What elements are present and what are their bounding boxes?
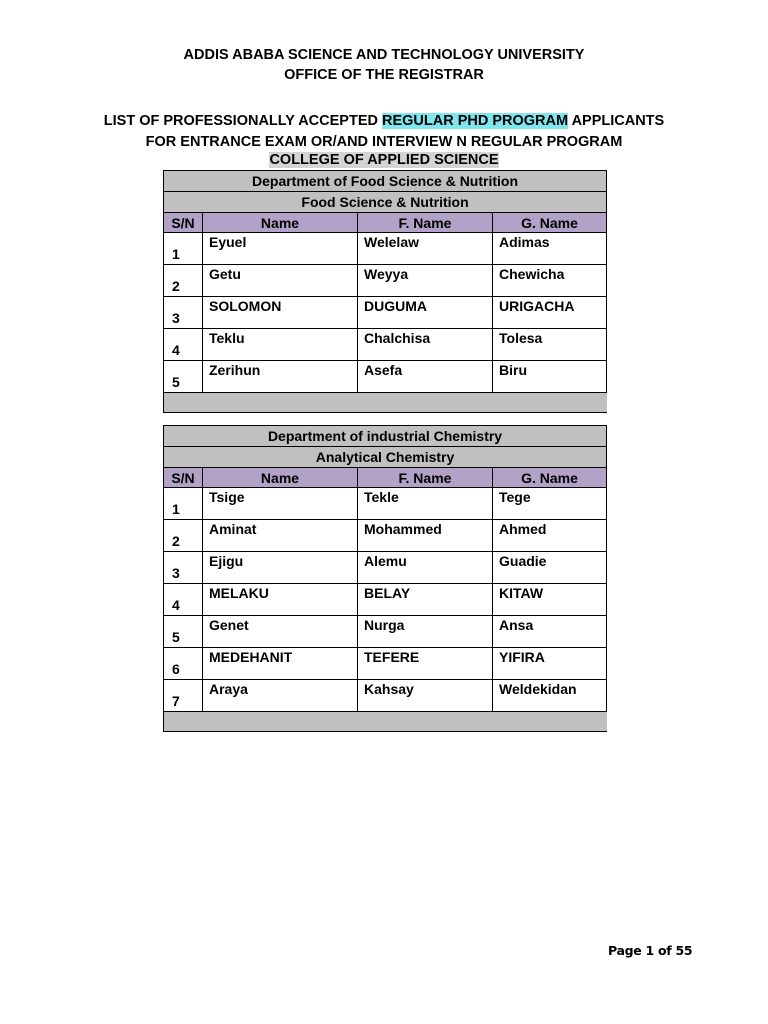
cell-fname: Asefa [358,361,493,393]
college-title [0,150,768,170]
cell-sn: 7 [164,680,203,712]
cell-sn: 1 [164,233,203,265]
cell-sn: 4 [164,329,203,361]
table-row [164,329,607,361]
col-name-header: Name [203,468,358,488]
cell-name: Araya [203,680,358,712]
cell-gname: Tolesa [493,329,607,361]
table-row [164,233,607,265]
cell-name: SOLOMON [203,297,358,329]
cell-fname: Welelaw [358,233,493,265]
university-title: ADDIS ABABA SCIENCE AND TECHNOLOGY UNIVERSITY [183,47,585,63]
col-name-header: Name [203,213,358,233]
cell-sn: 5 [164,616,203,648]
cell-gname: Adimas [493,233,607,265]
cell-name: Genet [203,616,358,648]
list-title [0,111,768,131]
table-row [164,552,607,584]
cell-gname: Weldekidan [493,680,607,712]
cell-gname: Biru [493,361,607,393]
page-number: Page 1 of 55 [608,943,693,958]
cell-fname: TEFERE [358,648,493,680]
cell-name: Zerihun [203,361,358,393]
cell-name: Eyuel [203,233,358,265]
list-title-suffix: APPLICANTS [568,113,665,129]
cell-fname: Tekle [358,488,493,520]
cell-name: Tsige [203,488,358,520]
table-row [164,680,607,712]
table-footer-bar [164,712,607,732]
table-row [164,584,607,616]
col-gname-header: G. Name [493,468,607,488]
col-fname-header: F. Name [358,468,493,488]
cell-fname: Nurga [358,616,493,648]
cell-sn: 1 [164,488,203,520]
table-row [164,488,607,520]
col-gname-header: G. Name [493,213,607,233]
column-header-row [164,213,607,233]
cell-fname: Alemu [358,552,493,584]
cell-fname: Mohammed [358,520,493,552]
cell-sn: 2 [164,520,203,552]
cell-sn: 2 [164,265,203,297]
cell-fname: Chalchisa [358,329,493,361]
cell-gname: Ansa [493,616,607,648]
department-title: Department of Food Science & Nutrition [164,171,607,192]
col-sn-header: S/N [164,213,203,233]
table-row [164,361,607,393]
col-fname-header: F. Name [358,213,493,233]
cell-gname: KITAW [493,584,607,616]
cell-gname: Chewicha [493,265,607,297]
column-header-row [164,468,607,488]
office-title: OFFICE OF THE REGISTRAR [284,67,484,83]
cell-fname: Kahsay [358,680,493,712]
table-row [164,265,607,297]
cell-name: MEDEHANIT [203,648,358,680]
cell-sn: 3 [164,297,203,329]
cell-name: Teklu [203,329,358,361]
table-row [164,297,607,329]
cell-fname: DUGUMA [358,297,493,329]
list-title-highlight: REGULAR PHD PROGRAM [381,113,569,129]
table-footer-bar [164,393,607,413]
cell-name: Getu [203,265,358,297]
cell-name: MELAKU [203,584,358,616]
cell-sn: 5 [164,361,203,393]
program-title: Food Science & Nutrition [164,192,607,213]
dept-table-food-science [163,170,607,413]
cell-sn: 4 [164,584,203,616]
cell-name: Ejigu [203,552,358,584]
cell-gname: Ahmed [493,520,607,552]
list-subtitle: FOR ENTRANCE EXAM OR/AND INTERVIEW N REGULAR PROGRAM [145,134,623,150]
table-row [164,648,607,680]
table-row [164,616,607,648]
cell-fname: Weyya [358,265,493,297]
cell-gname: URIGACHA [493,297,607,329]
cell-name: Aminat [203,520,358,552]
cell-gname: Tege [493,488,607,520]
col-sn-header: S/N [164,468,203,488]
list-title-prefix: LIST OF PROFESSIONALLY ACCEPTED [103,113,382,129]
dept-table-industrial-chemistry [163,425,607,732]
table-row [164,520,607,552]
cell-gname: YIFIRA [493,648,607,680]
program-title: Analytical Chemistry [164,447,607,468]
cell-sn: 6 [164,648,203,680]
college-highlight: COLLEGE OF APPLIED SCIENCE [269,152,499,168]
cell-gname: Guadie [493,552,607,584]
department-title: Department of industrial Chemistry [164,426,607,447]
cell-sn: 3 [164,552,203,584]
cell-fname: BELAY [358,584,493,616]
